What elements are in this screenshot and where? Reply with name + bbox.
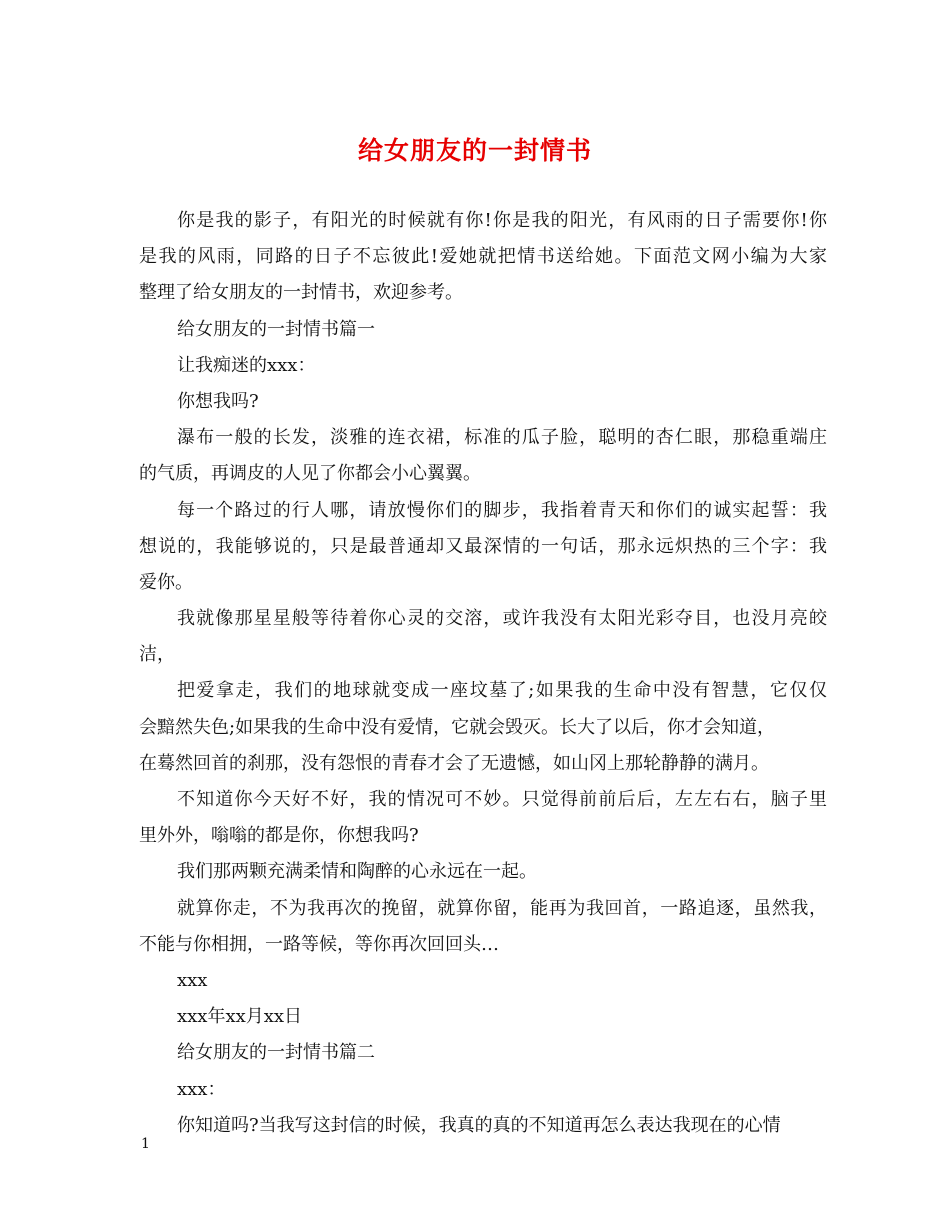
text-line: 的气质，再调皮的人见了你都会小心翼翼。 (139, 463, 481, 485)
text-line: 你想我吗? (177, 390, 259, 412)
text-line: 你知道吗?当我写这封信的时候，我真的真的不知道再怎么表达我现在的心情 (177, 1114, 781, 1136)
text-line: 我们那两颗充满柔情和陶醉的心永远在一起。 (177, 861, 537, 883)
text-line: 洁， (139, 644, 175, 666)
text-line: 是我的风雨，同路的日子不忘彼此!爱她就把情书送给她。下面范文网小编为大家 (139, 246, 827, 268)
text-line: 会黯然失色;如果我的生命中没有爱情，它就会毁灭。长大了以后，你才会知道， (139, 716, 776, 738)
text-line: 你是我的影子，有阳光的时候就有你!你是我的阳光，有风雨的日子需要你!你 (177, 210, 827, 231)
text-line: 里外外，嗡嗡的都是你，你想我吗? (139, 825, 419, 847)
page-number: 1 (141, 1136, 150, 1152)
text-line: 每一个路过的行人哪，请放慢你们的脚步，我指着青天和你们的诚实起誓：我 (177, 499, 827, 521)
text-line: 我就像那星星般等待着你心灵的交溶，或许我没有太阳光彩夺目，也没月亮皎 (177, 608, 827, 630)
text-line: 不能与你相拥，一路等候，等你再次回回头… (139, 933, 499, 955)
document-body (139, 203, 827, 1144)
section-heading: 给女朋友的一封情书篇一 (177, 318, 375, 340)
text-line: 在蓦然回首的刹那，没有怨恨的青春才会了无遗憾，如山冈上那轮静静的满月。 (139, 752, 769, 774)
document-title: 给女朋友的一封情书 (357, 136, 592, 165)
letter-date: xxx年xx月xx日 (177, 1006, 303, 1028)
text-line: 整理了给女朋友的一封情书，欢迎参考。 (139, 282, 463, 304)
text-line: 就算你走，不为我再次的挽留，就算你留，能再为我回首，一路追逐，虽然我， (177, 897, 827, 919)
text-line: 瀑布一般的长发，淡雅的连衣裙，标准的瓜子脸，聪明的杏仁眼，那稳重端庄 (177, 427, 827, 449)
text-line: 想说的，我能够说的，只是最普通却又最深情的一句话，那永远炽热的三个字：我 (139, 535, 827, 557)
text-line: 不知道你今天好不好，我的情况可不妙。只觉得前前后后，左左右右，脑子里 (177, 789, 827, 810)
text-line: 爱你。 (139, 571, 193, 593)
section-heading: 给女朋友的一封情书篇二 (177, 1042, 375, 1064)
text-line: 把爱拿走，我们的地球就变成一座坟墓了;如果我的生命中没有智慧，它仅仅 (177, 680, 827, 702)
letter-salutation: xxx： (177, 1078, 226, 1100)
letter-signature: xxx (177, 969, 208, 991)
letter-salutation: 让我痴迷的xxx： (177, 354, 316, 376)
